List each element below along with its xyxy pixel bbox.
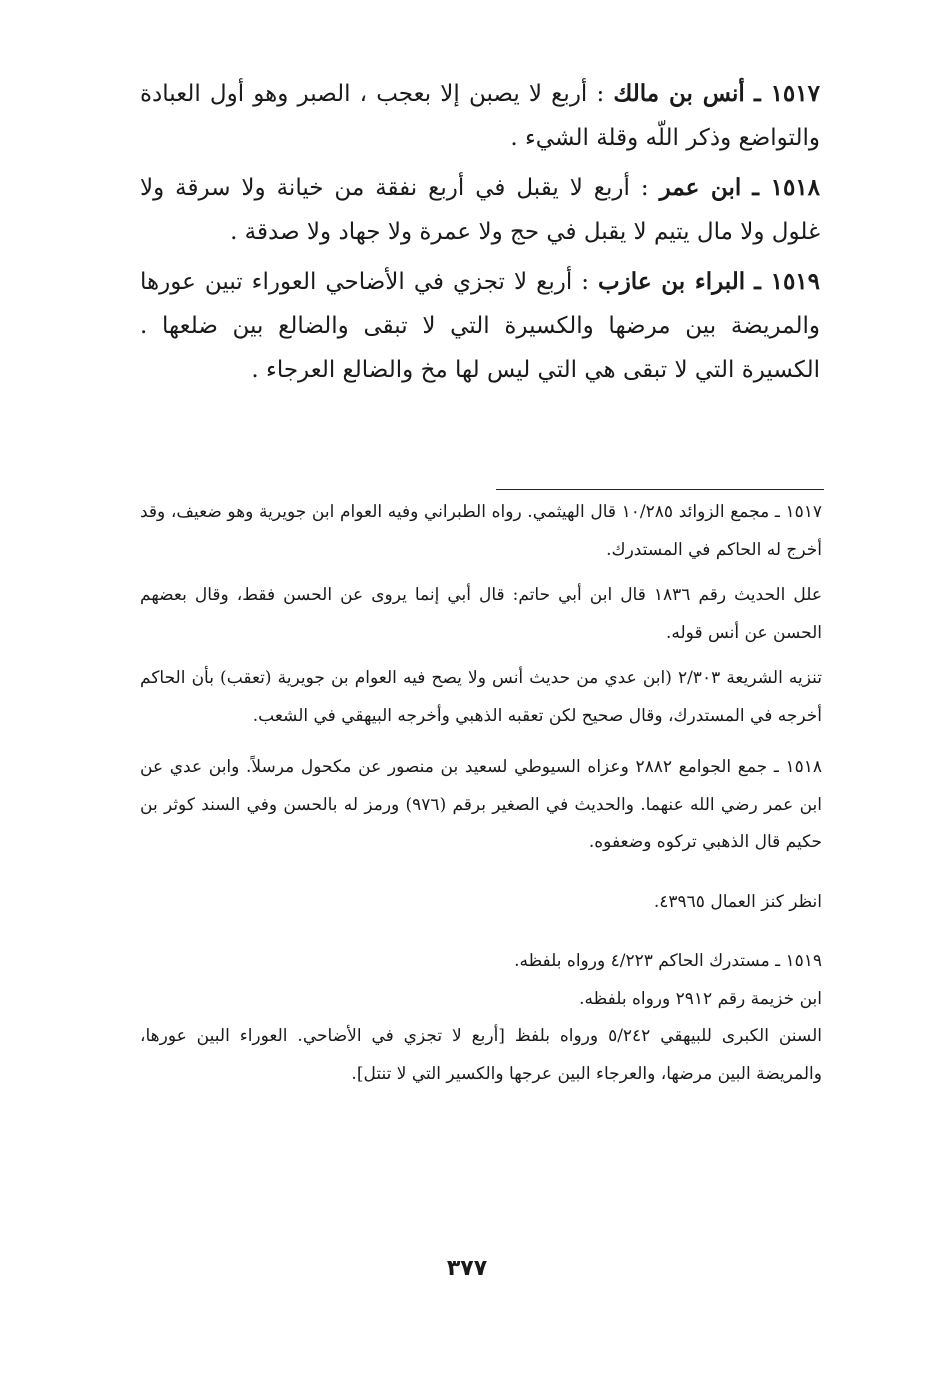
footnote: ١٥١٧ ـ مجمع الزوائد ١٠/٢٨٥ قال الهيثمي. رواه الطبراني وفيه العوام ابن جويرية وهو ضعيف، وقد أخرج له الحاكم في المستدرك. <box>140 502 822 560</box>
footnote: تنزيه الشريعة ٢/٣٠٣ (ابن عدي من حديث أنس ولا يصح فيه العوام بن جويرية (تعقب) بأن الحاكم أخرجه في المستدرك، وقال صحيح لكن تعقبه الذهبي وأخرجه البيهقي في الشعب. <box>140 668 822 726</box>
hadith-number: ١٥١٩ ـ <box>754 268 821 295</box>
footnote: ١٥١٩ ـ مستدرك الحاكم ٤/٢٢٣ ورواه بلفظه. <box>514 951 822 971</box>
footnotes <box>140 494 822 1093</box>
hadith-1519 <box>140 260 820 392</box>
hadith-number: ١٥١٨ ـ <box>752 174 821 201</box>
hadith-text: : أربع لا يصبن إلا بعجب ، الصبر وهو أول العبادة والتواضع وذكر اللّه وقلة الشيء . <box>140 81 820 151</box>
hadith-narrator: أنس بن مالك <box>613 80 745 107</box>
footnote-separator <box>496 489 824 490</box>
hadith-1517 <box>140 72 820 160</box>
footnote: ابن خزيمة رقم ٢٩١٢ ورواه بلفظه. <box>579 988 822 1009</box>
hadith-text: : أربع لا يقبل في أربع نفقة من خيانة ولا سرقة ولا غلول ولا مال يتيم لا يقبل في حج ولا عمرة ولا جهاد ولا صدقة . <box>140 175 820 245</box>
page-number: ٣٧٧ <box>446 1256 488 1281</box>
hadith-text: : أربع لا تجزي في الأضاحي العوراء تبين عورها والمريضة بين مرضها والكسيرة التي لا تبقى والضالع بين ضلعها . الكسيرة التي لا تبقى هي التي ليس لها مخ والضالع العرجاء . <box>140 269 820 383</box>
hadith-number: ١٥١٧ ـ <box>753 80 820 107</box>
footnote: السنن الكبرى للبيهقي ٥/٢٤٢ ورواه بلفظ [أربع لا تجزي في الأضاحي. العوراء البين عورها، والمريضة البين مرضها، والعرجاء البين عرجها والكسير التي لا تنتل]. <box>140 1026 822 1084</box>
hadith-narrator: البراء بن عازب <box>598 268 746 295</box>
hadith-1518 <box>140 166 820 254</box>
footnote: ١٥١٨ ـ جمع الجوامع ٢٨٨٢ وعزاه السيوطي لسعيد بن منصور عن مكحول مرسلاً. وابن عدي عن ابن عمر رضي الله عنهما. والحديث في الصغير برقم (٩٧٦) ورمز له بالحسن وفي السند كوثر بن حكيم قال الذهبي تركوه وضعفوه. <box>140 757 822 852</box>
footnote: انظر كنز العمال ٤٣٩٦٥. <box>653 891 822 912</box>
footnote: علل الحديث رقم ١٨٣٦ قال ابن أبي حاتم: قال أبي إنما يروى عن الحسن فقط، وقال بعضهم الحسن عن أنس قوله. <box>140 585 823 643</box>
hadith-list <box>140 72 820 398</box>
hadith-narrator: ابن عمر <box>659 174 742 201</box>
